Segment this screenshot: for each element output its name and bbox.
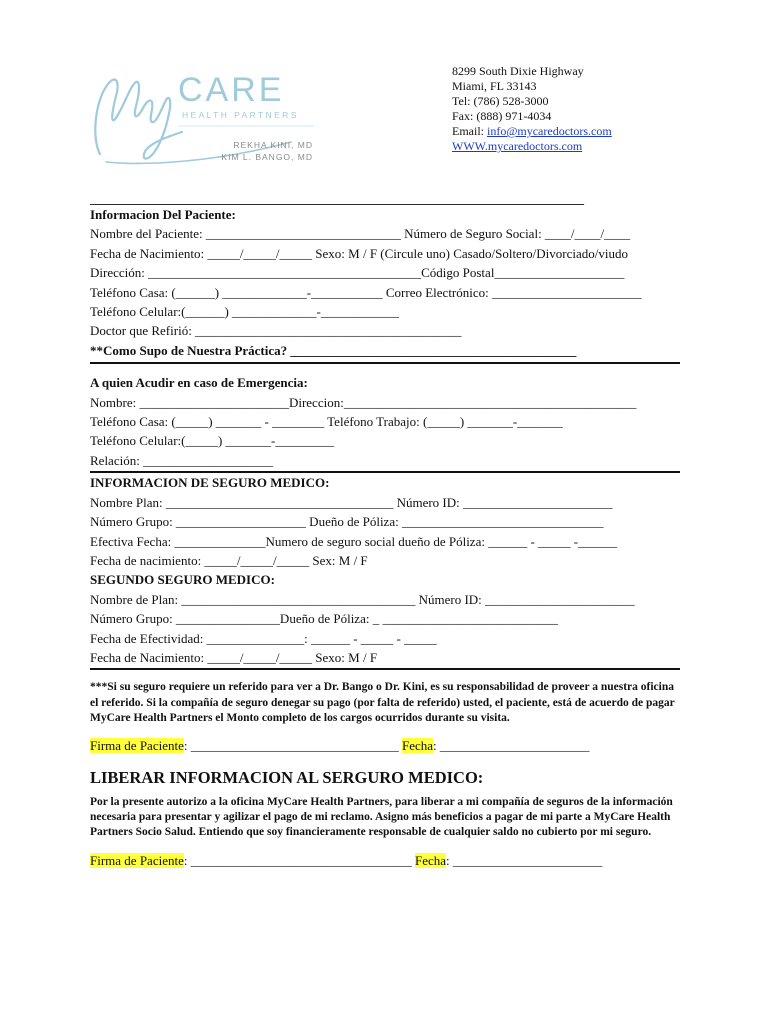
emergency-heading: A quien Acudir en caso de Emergencia: <box>90 375 308 391</box>
release-heading: LIBERAR INFORMACION AL SERGURO MEDICO: <box>90 767 484 787</box>
patient-form <box>90 193 680 870</box>
website-link[interactable]: WWW.mycaredoctors.com <box>452 139 583 153</box>
doctor-bango: KIM L. BANGO, MD <box>221 152 313 162</box>
email-line: Email: info@mycaredoctors.com <box>452 124 612 138</box>
release-text: Por la presente autorizo a la oficina MyCare Health Partners, para liberar a mi compañía de seguros de la información necesaria para presentar y agilizar el pago de mi reclamo. Asigno más beneficios a pagar de mi parte a MyCare Health Partners Socio Salud. Entiendo que soy financieramente responsable de cualquier saldo no cubierto por mi seguro. <box>90 795 673 839</box>
signature-line-1[interactable]: Firma de Paciente: ________________________________ Fecha: _______________________ <box>90 737 590 753</box>
patient-info-heading: Informacion Del Paciente: <box>90 207 236 222</box>
section-divider <box>90 362 680 364</box>
effective-date-line[interactable]: Efectiva Fecha: ______________Numero de seguro social dueño de Póliza: ______ - _____ -______ <box>90 533 618 549</box>
second-birthdate-line[interactable]: Fecha de Nacimiento: _____/_____/_____ Sexo: M / F <box>90 649 378 665</box>
birthdate-line[interactable]: Fecha de Nacimiento: _____/_____/_____ Sexo: M / F (Circule uno) Casado/Soltero/Divorciado/viudo <box>90 245 628 261</box>
address-line-1: 8299 South Dixie Highway <box>452 64 584 78</box>
signature-label: Firma de Paciente <box>90 737 184 753</box>
insurance-heading: INFORMACION DE SEGURO MEDICO: <box>90 475 330 491</box>
emergency-cell-line[interactable]: Teléfono Celular:(_____) _______-_________ <box>90 433 334 449</box>
second-group-number-line[interactable]: Número Grupo: ________________Dueño de Póliza: _ ___________________________ <box>90 611 558 627</box>
referring-doctor-line[interactable]: Doctor que Refirió: _________________________________________ <box>90 323 462 339</box>
date-label: Fecha <box>414 852 447 868</box>
emergency-phone-line[interactable]: Teléfono Casa: (_____) _______ - ________ Teléfono Trabajo: (_____) _______-_______ <box>90 414 563 430</box>
emergency-name-line[interactable]: Nombre: _______________________Direccion:_____________________________________________ <box>90 394 637 410</box>
signature-line-2[interactable]: Firma de Paciente: __________________________________ Fecha: _______________________ <box>90 852 603 868</box>
address-line[interactable]: Dirección: __________________________________________Código Postal____________________ <box>90 265 625 281</box>
telephone: Tel: (786) 528-3000 <box>452 94 549 108</box>
date-label: Fecha <box>401 737 434 753</box>
referral-note: ***Si su seguro requiere un referido para ver a Dr. Bango o Dr. Kini, es su responsabilidad de proveer a nuestra oficina el referido. Si la compañía de seguro denegar su pago (por falta de referido) usted, el paciente, está de acuerdo de pagar MyCare Health Partners el Monto completo de los cargos ocurridos durante su visita. <box>90 681 675 724</box>
fax: Fax: (888) 971-4034 <box>452 109 552 123</box>
insured-birthdate-line[interactable]: Fecha de nacimiento: _____/_____/_____ Sex: M / F <box>90 552 368 568</box>
second-insurance-heading: SEGUNDO SEGURO MEDICO: <box>90 572 275 588</box>
contact-block <box>452 64 612 154</box>
section-divider <box>90 668 680 670</box>
cell-phone-line[interactable]: Teléfono Celular:(______) _____________-____________ <box>90 304 399 320</box>
plan-name-line[interactable]: Nombre Plan: ___________________________________ Número ID: _______________________ <box>90 494 613 510</box>
how-found-line[interactable]: **Como Supo de Nuestra Práctica? ____________________________________________ <box>90 342 577 358</box>
top-rule: ____________________________________________________________________________ <box>90 191 584 206</box>
signature-label: Firma de Paciente <box>90 852 184 868</box>
home-phone-line[interactable]: Teléfono Casa: (______) _____________-___________ Correo Electrónico: _______________________ <box>90 284 642 300</box>
logo-subline: HEALTH PARTNERS <box>182 110 299 120</box>
emergency-relation-line[interactable]: Relación: ____________________ <box>90 452 274 468</box>
logo-wordmark: CARE <box>178 71 285 109</box>
script-swoosh <box>95 80 182 159</box>
patient-name-line[interactable]: Nombre del Paciente: ______________________________ Número de Seguro Social: ____/____/____ <box>90 226 631 242</box>
address-line-2: Miami, FL 33143 <box>452 79 537 93</box>
second-plan-name-line[interactable]: Nombre de Plan: ____________________________________ Número ID: _______________________ <box>90 591 635 607</box>
email-link[interactable]: info@mycaredoctors.com <box>487 124 612 138</box>
logo-doctors <box>205 139 313 163</box>
second-effective-date-line[interactable]: Fecha de Efectividad: _______________: ______ - _____ - _____ <box>90 630 437 646</box>
doctor-kini: REKHA KINI, MD <box>233 140 313 150</box>
group-number-line[interactable]: Número Grupo: ____________________ Dueño de Póliza: _______________________________ <box>90 514 604 530</box>
